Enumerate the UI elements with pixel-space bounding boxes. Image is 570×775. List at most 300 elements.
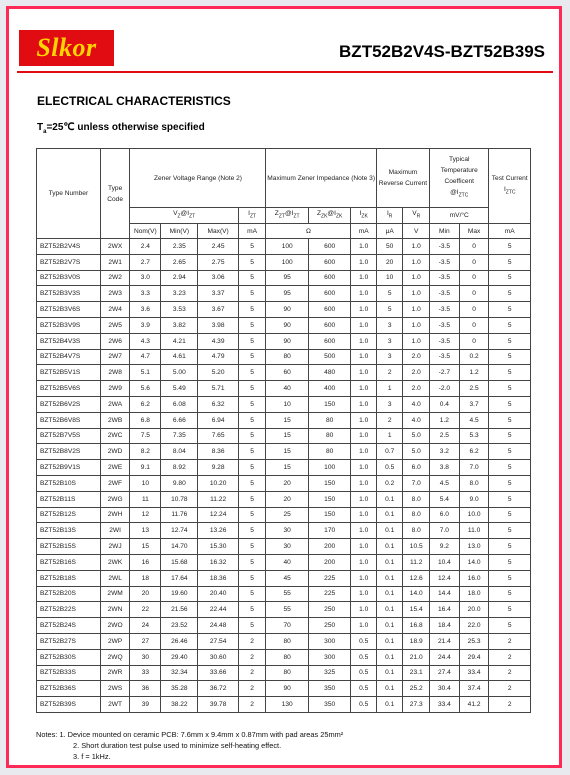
table-cell: 2WG — [100, 491, 130, 507]
table-cell: 130 — [266, 697, 308, 713]
table-cell: 200 — [308, 554, 350, 570]
table-cell: 2WQ — [100, 649, 130, 665]
table-cell: -3.5 — [430, 333, 460, 349]
table-cell: 2 — [489, 665, 531, 681]
slkor-logo: Slkor — [19, 30, 114, 66]
table-cell: 10.20 — [198, 475, 238, 491]
table-cell: 1.0 — [351, 333, 376, 349]
table-cell: 1.2 — [459, 365, 489, 381]
table-cell: 150 — [308, 396, 350, 412]
table-cell: 5 — [489, 602, 531, 618]
table-cell: 5 — [238, 270, 266, 286]
table-cell: 5 — [489, 491, 531, 507]
table-cell: 1.0 — [403, 317, 430, 333]
hdr-izt: $I_{ZT}$ — [238, 208, 266, 224]
table-cell: BZT52B33S — [37, 665, 101, 681]
table-cell: 90 — [266, 302, 308, 318]
table-cell: 5.6 — [130, 381, 161, 397]
table-cell: 18.36 — [198, 570, 238, 586]
table-row — [37, 396, 531, 412]
table-cell: 500 — [308, 349, 350, 365]
table-cell: 5 — [489, 523, 531, 539]
table-cell: 7.0 — [403, 475, 430, 491]
table-cell: 19.60 — [161, 586, 198, 602]
table-cell: 33.4 — [430, 697, 460, 713]
table-cell: 40 — [266, 554, 308, 570]
table-cell: BZT52B22S — [37, 602, 101, 618]
table-cell: 2 — [376, 365, 403, 381]
table-cell: 5.0 — [403, 444, 430, 460]
table-cell: 7.0 — [430, 523, 460, 539]
table-cell: BZT52B4V3S — [37, 333, 101, 349]
table-cell: 150 — [308, 475, 350, 491]
table-cell: 400 — [308, 381, 350, 397]
table-cell: 4.21 — [161, 333, 198, 349]
table-cell: 0 — [459, 239, 489, 255]
table-cell: 1.0 — [403, 270, 430, 286]
table-cell: 15 — [266, 428, 308, 444]
table-cell: 11.76 — [161, 507, 198, 523]
table-cell: 1.0 — [351, 602, 376, 618]
table-cell: 0 — [459, 270, 489, 286]
table-cell: 0.2 — [376, 475, 403, 491]
table-cell: 20 — [376, 254, 403, 270]
table-cell: 33 — [130, 665, 161, 681]
table-cell: 5 — [489, 586, 531, 602]
table-cell: 6.32 — [198, 396, 238, 412]
table-cell: 3.82 — [161, 317, 198, 333]
table-cell: 1.0 — [351, 460, 376, 476]
table-cell: 8.0 — [403, 491, 430, 507]
table-row — [37, 302, 531, 318]
table-cell: 3.37 — [198, 286, 238, 302]
table-cell: 2 — [489, 697, 531, 713]
table-cell: 80 — [308, 428, 350, 444]
table-cell: 2W2 — [100, 270, 130, 286]
table-cell: -3.5 — [430, 349, 460, 365]
table-cell: 4.61 — [161, 349, 198, 365]
table-cell: 225 — [308, 570, 350, 586]
table-cell: 1.0 — [351, 523, 376, 539]
table-cell: 33.4 — [459, 665, 489, 681]
table-cell: -3.5 — [430, 286, 460, 302]
table-cell: 27.3 — [403, 697, 430, 713]
col-reverse-current: Maximum Reverse Current — [376, 149, 429, 208]
table-cell: 80 — [308, 412, 350, 428]
unit-izk-ma: mA — [351, 224, 376, 239]
table-cell: 45 — [266, 570, 308, 586]
table-cell: 3.6 — [130, 302, 161, 318]
table-cell: 1.0 — [351, 428, 376, 444]
table-cell: 150 — [308, 507, 350, 523]
table-cell: BZT52B15S — [37, 539, 101, 555]
table-cell: 5 — [238, 570, 266, 586]
table-row — [37, 586, 531, 602]
table-cell: 1.0 — [351, 444, 376, 460]
table-cell: 2WK — [100, 554, 130, 570]
table-cell: 5 — [489, 239, 531, 255]
table-cell: 5 — [238, 554, 266, 570]
table-cell: BZT52B8V2S — [37, 444, 101, 460]
hdr-zzk: $Z_{ZK}@I_{ZK}$ — [308, 208, 350, 224]
table-cell: 0 — [459, 286, 489, 302]
table-cell: 15 — [266, 412, 308, 428]
table-cell: 0.5 — [351, 633, 376, 649]
table-cell: 5 — [238, 317, 266, 333]
table-cell: 2WX — [100, 239, 130, 255]
table-cell: 2.45 — [198, 239, 238, 255]
table-row — [37, 618, 531, 634]
table-cell: 21.0 — [403, 649, 430, 665]
table-cell: 350 — [308, 681, 350, 697]
table-cell: 18.4 — [430, 618, 460, 634]
table-cell: 5 — [489, 333, 531, 349]
table-cell: 3.06 — [198, 270, 238, 286]
table-cell: 27.54 — [198, 633, 238, 649]
table-body — [37, 239, 531, 713]
table-cell: 5 — [238, 333, 266, 349]
table-cell: 5.20 — [198, 365, 238, 381]
table-cell: 11.0 — [459, 523, 489, 539]
table-cell: 12.4 — [430, 570, 460, 586]
table-cell: 0.1 — [376, 618, 403, 634]
table-cell: 100 — [266, 239, 308, 255]
table-cell: 1.0 — [351, 412, 376, 428]
note-1: 1. Device mounted on ceramic PCB: 7.6mm x 9.4mm x 0.87mm with pad areas 25mm² — [59, 730, 344, 739]
table-cell: 1.0 — [351, 254, 376, 270]
table-cell: BZT52B10S — [37, 475, 101, 491]
table-cell: 7.65 — [198, 428, 238, 444]
table-cell: 5.49 — [161, 381, 198, 397]
table-cell: 5 — [489, 270, 531, 286]
table-cell: 8.0 — [403, 523, 430, 539]
table-cell: 90 — [266, 317, 308, 333]
table-cell: 90 — [266, 681, 308, 697]
table-cell: 0.1 — [376, 507, 403, 523]
table-cell: 5 — [238, 302, 266, 318]
table-cell: 5 — [489, 381, 531, 397]
table-cell: 4.39 — [198, 333, 238, 349]
table-cell: 5 — [238, 523, 266, 539]
table-cell: 2.0 — [403, 365, 430, 381]
table-cell: 1.0 — [351, 349, 376, 365]
table-cell: 17.64 — [161, 570, 198, 586]
unit-ua: μA — [376, 224, 403, 239]
table-cell: BZT52B13S — [37, 523, 101, 539]
table-cell: 2.94 — [161, 270, 198, 286]
table-row — [37, 633, 531, 649]
table-row — [37, 649, 531, 665]
table-cell: 0.7 — [376, 444, 403, 460]
table-cell: 0 — [459, 302, 489, 318]
table-cell: 80 — [266, 349, 308, 365]
table-cell: 6.0 — [403, 460, 430, 476]
table-cell: 22.0 — [459, 618, 489, 634]
unit-ohm: Ω — [266, 224, 351, 239]
table-cell: 95 — [266, 270, 308, 286]
table-cell: 5 — [238, 507, 266, 523]
table-cell: 5 — [489, 302, 531, 318]
table-cell: 16.32 — [198, 554, 238, 570]
table-cell: 5.3 — [459, 428, 489, 444]
table-cell: 10.0 — [459, 507, 489, 523]
table-cell: 0.1 — [376, 649, 403, 665]
table-cell: 30.60 — [198, 649, 238, 665]
table-cell: 8.04 — [161, 444, 198, 460]
table-cell: 0.1 — [376, 570, 403, 586]
table-cell: 2 — [489, 681, 531, 697]
table-cell: 7.35 — [161, 428, 198, 444]
table-cell: BZT52B3V6S — [37, 302, 101, 318]
table-cell: 0.5 — [376, 460, 403, 476]
table-cell: 35.28 — [161, 681, 198, 697]
table-cell: 1.0 — [351, 365, 376, 381]
table-cell: 5 — [238, 428, 266, 444]
table-cell: 200 — [308, 539, 350, 555]
table-cell: 13.26 — [198, 523, 238, 539]
table-cell: BZT52B2V4S — [37, 239, 101, 255]
table-row — [37, 602, 531, 618]
table-row — [37, 381, 531, 397]
table-cell: 3.9 — [130, 317, 161, 333]
table-cell: 14.70 — [161, 539, 198, 555]
table-row — [37, 523, 531, 539]
table-cell: 2W6 — [100, 333, 130, 349]
table-row — [37, 239, 531, 255]
table-cell: 2W5 — [100, 317, 130, 333]
test-condition: $T_a=25℃$ unless otherwise specified — [37, 122, 205, 135]
table-cell: 80 — [266, 633, 308, 649]
table-cell: 8.92 — [161, 460, 198, 476]
table-cell: 5 — [489, 349, 531, 365]
table-cell: BZT52B2V7S — [37, 254, 101, 270]
header-divider — [17, 71, 553, 73]
table-cell: 1.0 — [351, 302, 376, 318]
table-cell: 8.2 — [130, 444, 161, 460]
table-cell: 2.75 — [198, 254, 238, 270]
table-cell: BZT52B4V7S — [37, 349, 101, 365]
table-cell: 20 — [130, 586, 161, 602]
table-cell: 0.1 — [376, 633, 403, 649]
table-cell: 3 — [376, 333, 403, 349]
table-cell: 0 — [459, 317, 489, 333]
table-cell: 2.5 — [459, 381, 489, 397]
note-3: 3. f = 1kHz. — [73, 752, 111, 761]
table-cell: 2 — [238, 697, 266, 713]
table-cell: 16 — [130, 554, 161, 570]
table-cell: 6.66 — [161, 412, 198, 428]
table-row — [37, 286, 531, 302]
table-cell: 22.44 — [198, 602, 238, 618]
table-cell: 1 — [376, 381, 403, 397]
table-row — [37, 412, 531, 428]
table-cell: 5.71 — [198, 381, 238, 397]
table-cell: 0.2 — [459, 349, 489, 365]
table-cell: 5 — [238, 239, 266, 255]
table-cell: 10.4 — [430, 554, 460, 570]
table-cell: BZT52B27S — [37, 633, 101, 649]
table-cell: 60 — [266, 365, 308, 381]
table-cell: 2.0 — [403, 381, 430, 397]
table-cell: 2W4 — [100, 302, 130, 318]
table-cell: 0.1 — [376, 554, 403, 570]
table-cell: BZT52B36S — [37, 681, 101, 697]
table-cell: 0.1 — [376, 697, 403, 713]
table-cell: 15.30 — [198, 539, 238, 555]
table-cell: 15.4 — [403, 602, 430, 618]
table-cell: 1.0 — [351, 570, 376, 586]
table-cell: 5 — [376, 286, 403, 302]
table-cell: 4.7 — [130, 349, 161, 365]
col-type-code: Type Code — [100, 149, 130, 239]
table-cell: 9.2 — [430, 539, 460, 555]
table-cell: 600 — [308, 254, 350, 270]
col-test-current: Test Current $I_{ZTC}$ — [489, 149, 531, 224]
table-cell: 11.22 — [198, 491, 238, 507]
table-cell: 10 — [266, 396, 308, 412]
table-row — [37, 539, 531, 555]
table-cell: 5 — [238, 365, 266, 381]
table-cell: 5 — [489, 365, 531, 381]
table-cell: 3.67 — [198, 302, 238, 318]
table-cell: 15 — [266, 444, 308, 460]
table-cell: 9.1 — [130, 460, 161, 476]
table-cell: 5 — [376, 302, 403, 318]
table-cell: 5 — [238, 381, 266, 397]
table-cell: BZT52B20S — [37, 586, 101, 602]
table-cell: 170 — [308, 523, 350, 539]
table-cell: 30 — [266, 539, 308, 555]
table-cell: 36 — [130, 681, 161, 697]
table-cell: 100 — [308, 460, 350, 476]
table-cell: 3.98 — [198, 317, 238, 333]
table-cell: 250 — [308, 618, 350, 634]
table-cell: 0.1 — [376, 491, 403, 507]
table-cell: 0.5 — [351, 697, 376, 713]
table-cell: 32.34 — [161, 665, 198, 681]
table-cell: 55 — [266, 602, 308, 618]
table-cell: 1.0 — [351, 286, 376, 302]
table-cell: 21.56 — [161, 602, 198, 618]
table-cell: 10 — [376, 270, 403, 286]
table-cell: BZT52B16S — [37, 554, 101, 570]
table-cell: 2 — [489, 633, 531, 649]
table-cell: 2WA — [100, 396, 130, 412]
table-cell: 37.4 — [459, 681, 489, 697]
table-cell: 8.0 — [403, 507, 430, 523]
table-cell: 9.0 — [459, 491, 489, 507]
table-cell: 1.0 — [351, 586, 376, 602]
table-cell: 2WC — [100, 428, 130, 444]
table-cell: 250 — [308, 602, 350, 618]
table-row — [37, 254, 531, 270]
table-cell: 16.4 — [430, 602, 460, 618]
table-cell: 25.2 — [403, 681, 430, 697]
table-cell: 29.40 — [161, 649, 198, 665]
table-cell: 5.4 — [430, 491, 460, 507]
table-cell: BZT52B9V1S — [37, 460, 101, 476]
table-cell: 2WH — [100, 507, 130, 523]
table-row — [37, 554, 531, 570]
table-cell: -3.5 — [430, 270, 460, 286]
table-cell: 350 — [308, 697, 350, 713]
table-cell: 300 — [308, 633, 350, 649]
table-cell: -3.5 — [430, 254, 460, 270]
table-cell: 0.1 — [376, 665, 403, 681]
table-cell: 12.74 — [161, 523, 198, 539]
unit-tc-max: Max — [459, 224, 489, 239]
table-cell: 14.0 — [459, 554, 489, 570]
table-cell: 10 — [130, 475, 161, 491]
table-cell: 41.2 — [459, 697, 489, 713]
table-cell: 4.3 — [130, 333, 161, 349]
table-cell: 2 — [489, 649, 531, 665]
table-cell: 0.1 — [376, 523, 403, 539]
table-cell: 4.5 — [430, 475, 460, 491]
table-cell: 12.24 — [198, 507, 238, 523]
table-cell: 0.1 — [376, 602, 403, 618]
table-cell: BZT52B3V9S — [37, 317, 101, 333]
table-cell: 0 — [459, 333, 489, 349]
table-cell: -2.0 — [430, 381, 460, 397]
table-cell: 600 — [308, 317, 350, 333]
table-cell: 5 — [238, 254, 266, 270]
table-cell: 0.5 — [351, 649, 376, 665]
col-zener-impedance: Maximum Zener Impedance (Note 3) — [266, 149, 376, 208]
table-cell: 1 — [376, 428, 403, 444]
table-cell: 6.08 — [161, 396, 198, 412]
unit-max: Max(V) — [198, 224, 238, 239]
table-cell: 14.0 — [403, 586, 430, 602]
unit-tc-min: Min — [430, 224, 460, 239]
table-cell: 21.4 — [430, 633, 460, 649]
table-cell: 70 — [266, 618, 308, 634]
table-cell: 2W8 — [100, 365, 130, 381]
table-row — [37, 491, 531, 507]
table-cell: 5 — [489, 286, 531, 302]
table-row — [37, 665, 531, 681]
table-cell: 6.0 — [430, 507, 460, 523]
table-cell: 20 — [266, 475, 308, 491]
table-cell: 2 — [238, 633, 266, 649]
table-cell: 39 — [130, 697, 161, 713]
table-cell: 3 — [376, 349, 403, 365]
table-cell: 11.2 — [403, 554, 430, 570]
table-cell: BZT52B5V1S — [37, 365, 101, 381]
table-cell: 5 — [238, 349, 266, 365]
table-cell: 3 — [376, 317, 403, 333]
table-cell: 7.0 — [459, 460, 489, 476]
table-cell: BZT52B11S — [37, 491, 101, 507]
table-cell: -3.5 — [430, 239, 460, 255]
table-cell: 2.7 — [130, 254, 161, 270]
hdr-vr: $V_R$ — [403, 208, 430, 224]
unit-v: V — [403, 224, 430, 239]
table-cell: 6.8 — [130, 412, 161, 428]
table-cell: 1.0 — [351, 239, 376, 255]
table-cell: -3.5 — [430, 317, 460, 333]
table-cell: 27 — [130, 633, 161, 649]
table-cell: BZT52B18S — [37, 570, 101, 586]
table-cell: 80 — [266, 665, 308, 681]
table-cell: 80 — [266, 649, 308, 665]
table-cell: -2.7 — [430, 365, 460, 381]
table-cell: 16.8 — [403, 618, 430, 634]
table-cell: 90 — [266, 333, 308, 349]
table-cell: 5 — [489, 460, 531, 476]
table-row — [37, 444, 531, 460]
table-cell: 80 — [308, 444, 350, 460]
